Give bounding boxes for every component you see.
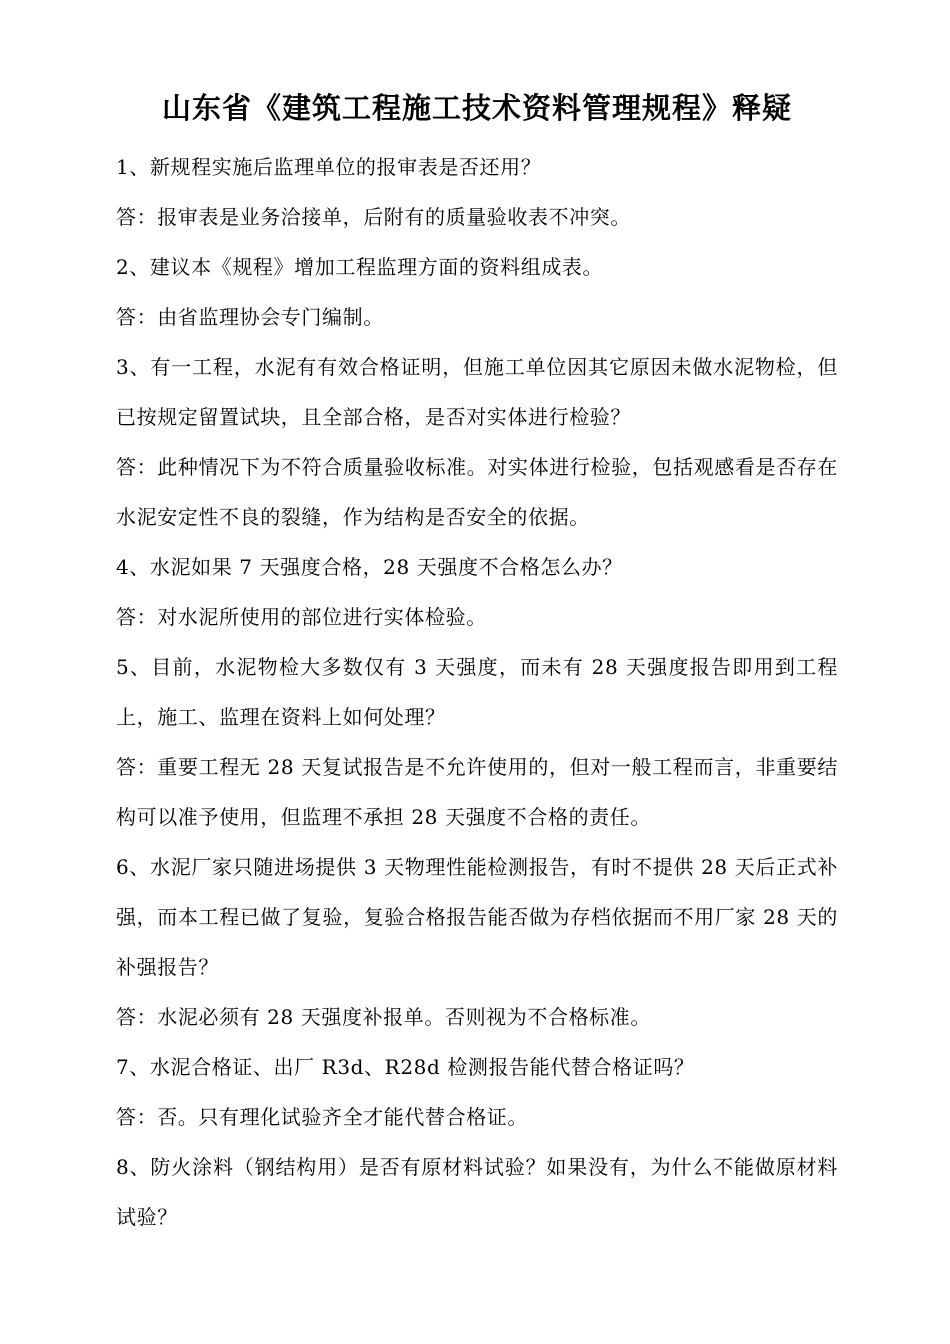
- answer-2: 答：由省监理协会专门编制。: [116, 305, 384, 329]
- question-4: 4、水泥如果 7 天强度合格，28 天强度不合格怎么办？: [116, 555, 623, 579]
- question-3: 3、有一工程，水泥有有效合格证明，但施工单位因其它原因未做水泥物检，但已按规定留置试块，且全部合格，是否对实体进行检验？: [116, 355, 838, 429]
- answer-5: 答：重要工程无 28 天复试报告是不允许使用的，但对一般工程而言，非重要结构可以准予使用，但监理不承担 28 天强度不合格的责任。: [116, 755, 838, 829]
- question-5: 5、目前，水泥物检大多数仅有 3 天强度，而未有 28 天强度报告即用到工程上，施工、监理在资料上如何处理？: [116, 655, 838, 729]
- answer-1: 答：报审表是业务洽接单，后附有的质量验收表不冲突。: [116, 205, 631, 229]
- question-8: 8、防火涂料（钢结构用）是否有原材料试验？如果没有，为什么不能做原材料试验？: [116, 1155, 838, 1229]
- answer-7: 答：否。只有理化试验齐全才能代替合格证。: [116, 1105, 528, 1129]
- question-1: 1、新规程实施后监理单位的报审表是否还用？: [116, 155, 542, 179]
- answer-3: 答：此种情况下为不符合质量验收标准。对实体进行检验，包括观感看是否存在水泥安定性不良的裂缝，作为结构是否安全的依据。: [116, 455, 838, 529]
- answer-4: 答：对水泥所使用的部位进行实体检验。: [116, 605, 487, 629]
- question-2: 2、建议本《规程》增加工程监理方面的资料组成表。: [116, 255, 604, 279]
- question-6: 6、水泥厂家只随进场提供 3 天物理性能检测报告，有时不提供 28 天后正式补强，而本工程已做了复验，复验合格报告能否做为存档依据而不用厂家 28 天的补强报告？: [116, 855, 838, 979]
- document-title: 山东省《建筑工程施工技术资料管理规程》释疑: [161, 91, 792, 125]
- question-7: 7、水泥合格证、出厂 R3d、R28d 检测报告能代替合格证吗？: [116, 1055, 695, 1079]
- answer-6: 答：水泥必须有 28 天强度补报单。否则视为不合格标准。: [116, 1005, 651, 1029]
